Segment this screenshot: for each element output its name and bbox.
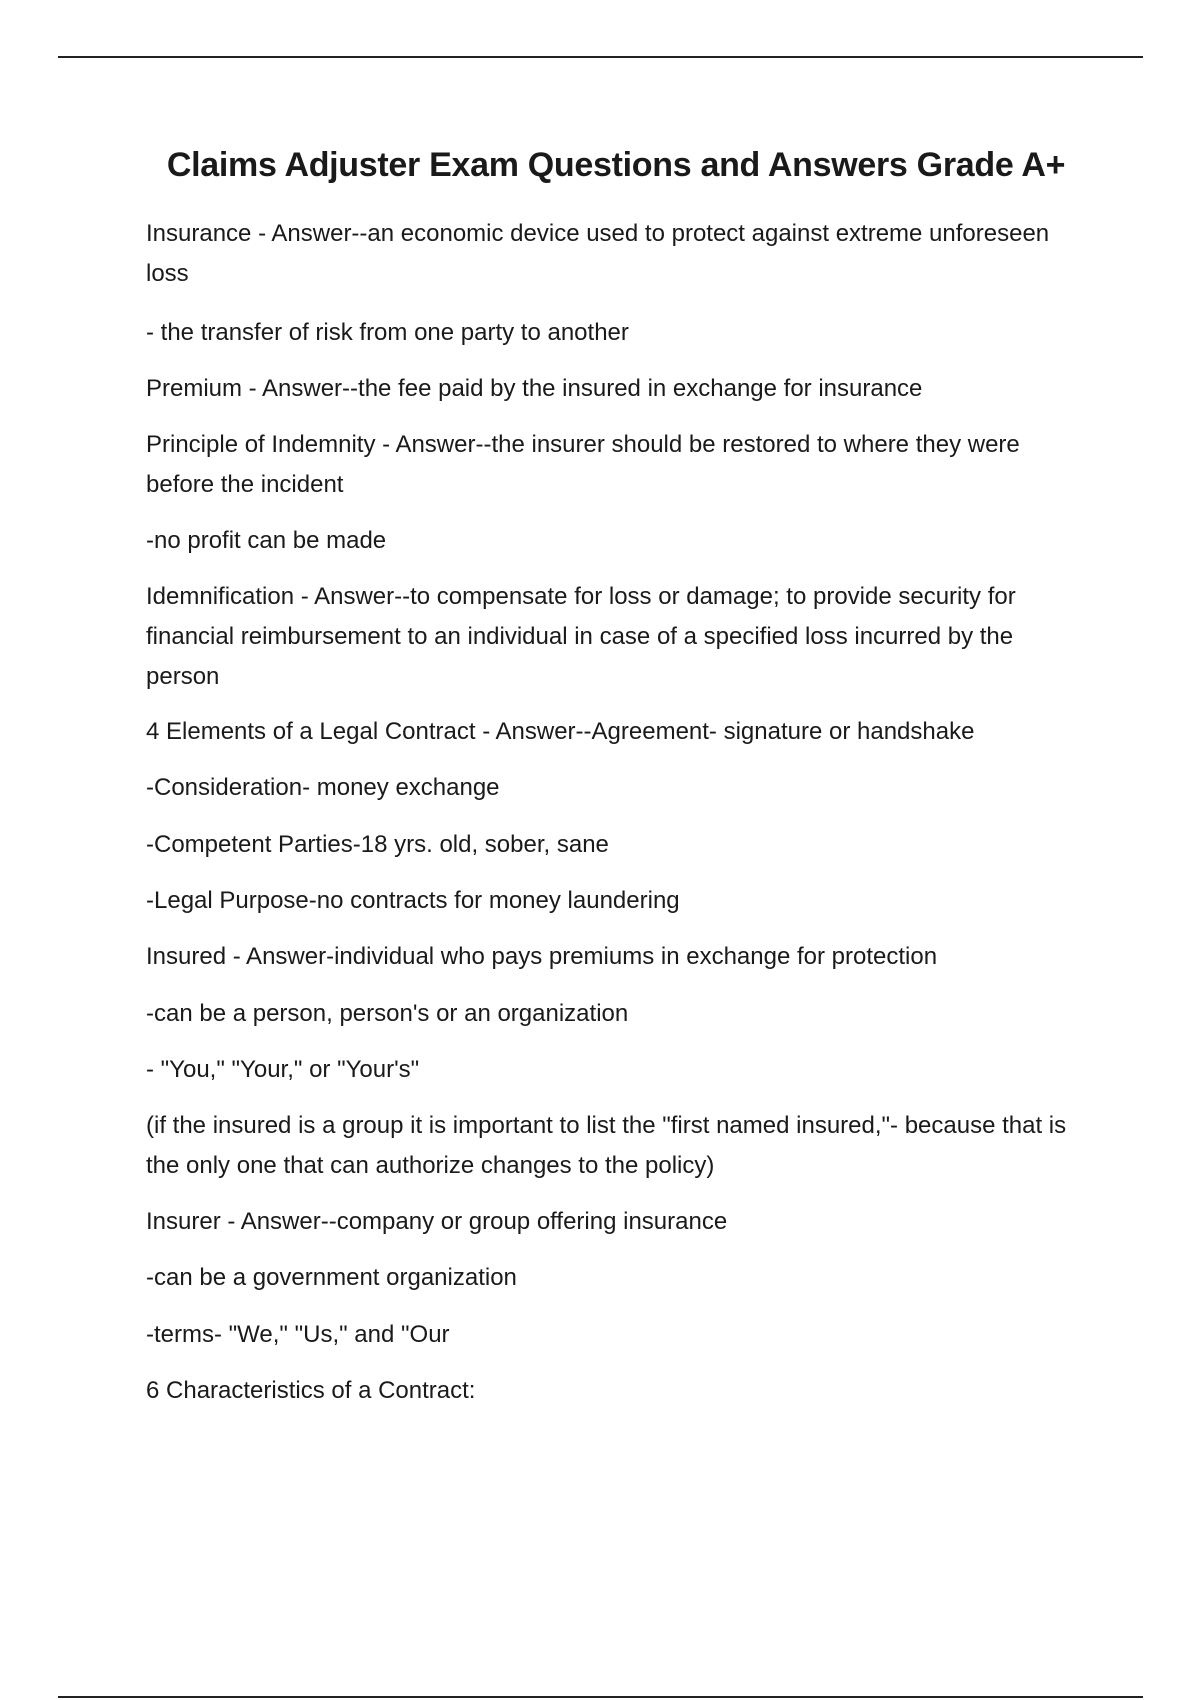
paragraph-first-named-insured: (if the insured is a group it is important to list the "first named insured,"- because that is the only one that can authorize changes to the policy) — [146, 1112, 1067, 1179]
paragraph-premium: Premium - Answer--the fee paid by the insured in exchange for insurance — [146, 375, 923, 402]
paragraph-idemnification: Idemnification - Answer--to compensate for loss or damage; to provide security for financial reimbursement to an individual in case of a specified loss incurred by the person — [146, 583, 1016, 690]
paragraph-legal-contract: 4 Elements of a Legal Contract - Answer--Agreement- signature or handshake — [146, 718, 975, 745]
paragraph-insurance: Insurance - Answer--an economic device used to protect against extreme unforeseen loss — [146, 220, 1050, 287]
paragraph-consideration: -Consideration- money exchange — [146, 774, 500, 801]
paragraph-indemnity: Principle of Indemnity - Answer--the insurer should be restored to where they were before the incident — [146, 431, 1020, 498]
paragraph-no-profit: -no profit can be made — [146, 527, 387, 554]
paragraph-insurer: Insurer - Answer--company or group offering insurance — [146, 1208, 728, 1235]
paragraph-competent-parties: -Competent Parties-18 yrs. old, sober, sane — [146, 831, 609, 858]
paragraph-characteristics: 6 Characteristics of a Contract: — [146, 1377, 476, 1404]
paragraph-risk-transfer: - the transfer of risk from one party to another — [146, 319, 629, 346]
paragraph-insured-types: -can be a person, person's or an organization — [146, 1000, 629, 1027]
document-title: Claims Adjuster Exam Questions and Answers Grade A+ — [166, 146, 1066, 184]
header-rule — [58, 56, 1143, 58]
paragraph-government: -can be a government organization — [146, 1264, 517, 1291]
paragraph-insured: Insured - Answer-individual who pays premiums in exchange for protection — [146, 943, 938, 970]
footer-rule — [58, 1696, 1143, 1698]
paragraph-legal-purpose: -Legal Purpose-no contracts for money laundering — [146, 887, 680, 914]
paragraph-insured-terms: - "You," "Your," or "Your's" — [146, 1056, 420, 1083]
paragraph-insurer-terms: -terms- "We," "Us," and "Our — [146, 1321, 450, 1348]
